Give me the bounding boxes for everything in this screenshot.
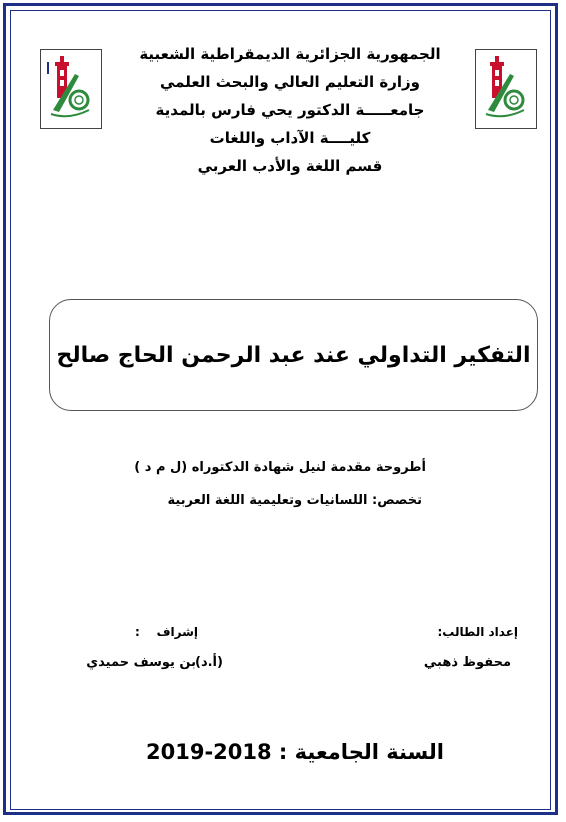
thesis-title-box (49, 299, 538, 411)
institution-header (110, 40, 470, 180)
department-name: قسم اللغة والأدب العربي (197, 157, 383, 175)
university-logo-right (475, 49, 537, 129)
university-name: جامعـــــة الدكتور يحي فارس بالمدية (155, 101, 425, 119)
faculty-name: كليــــة الآداب واللغات (209, 129, 371, 147)
republic-name: الجمهورية الجزائرية الديمقراطية الشعبية (139, 45, 441, 63)
university-emblem-icon (480, 54, 532, 124)
university-logo-left (40, 49, 102, 129)
university-emblem-icon (45, 54, 97, 124)
student-label: إعداد الطالب: (437, 625, 518, 639)
thesis-title: التفكير التداولي عند عبد الرحمن الحاج صالح (56, 342, 531, 368)
academic-year (146, 740, 444, 764)
ministry-name: وزارة التعليم العالي والبحث العلمي (159, 73, 421, 91)
thesis-specialty-line: تخصص: اللسانيات وتعليمية اللغة العربية (167, 493, 422, 508)
student-name: محفوظ ذهبي (423, 655, 511, 670)
supervisor-label: إشراف (156, 625, 198, 639)
supervisor-colon: : (135, 625, 140, 639)
supervisor-name: بن يوسف حميدي (86, 655, 196, 670)
academic-year-text: السنة الجامعية : 2018-2019 (146, 740, 444, 764)
supervisor-degree: (أ.د) (195, 655, 223, 670)
thesis-degree-line: أطروحة مقدمة لنيل شهادة الدكتوراه (ل م د ) (134, 460, 426, 475)
